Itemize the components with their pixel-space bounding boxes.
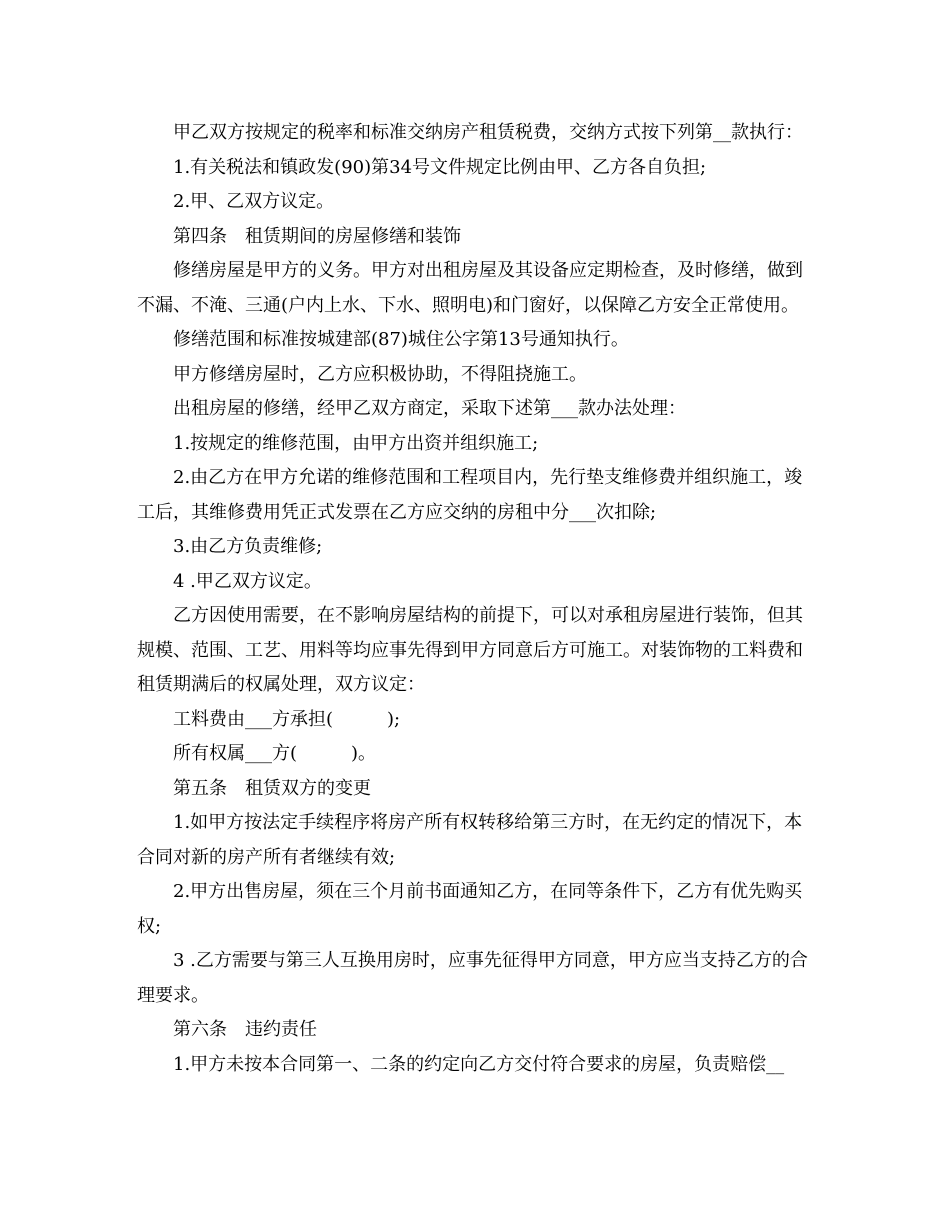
paragraph-repair-duty: 修缮房屋是甲方的义务。甲方对出租房屋及其设备应定期检查，及时修缮，做到不漏、不淹、三通(户内上水、下水、照明电)和门窗好，以保障乙方安全正常使用。 <box>137 260 803 316</box>
list-item-repair-option-4: 4 .甲乙双方议定。 <box>173 570 322 592</box>
article-4-heading: 第四条 租赁期间的房屋修缮和装饰 <box>173 225 461 247</box>
paragraph-decoration: 乙方因使用需要，在不影响房屋结构的前提下，可以对承租房屋进行装饰，但其规模、范围、工艺、用料等均应事先得到甲方同意后方可施工。对装饰物的工料费和租赁期满后的权属处理，双方议定： <box>137 605 803 695</box>
list-item-repair-option-3: 3.由乙方负责维修; <box>173 536 323 557</box>
list-item-change-1: 1.如甲方按法定手续程序将房产所有权转移给第三方时，在无约定的情况下，本合同对新的房产所有者继续有效; <box>137 812 803 868</box>
paragraph-tax-payment: 甲乙双方按规定的税率和标准交纳房产租赁税费，交纳方式按下列第__款执行： <box>173 122 803 143</box>
article-6-heading: 第六条 违约责任 <box>173 1019 317 1040</box>
list-item-tax-option-1: 1.有关税法和镇政发(90)第34号文件规定比例由甲、乙方各自负担; <box>173 156 707 178</box>
list-item-liability-1: 1.甲方未按本合同第一、二条的约定向乙方交付符合要求的房屋，负责赔偿__ <box>173 1053 785 1075</box>
list-item-repair-option-1: 1.按规定的维修范围，由甲方出资并组织施工; <box>173 432 539 454</box>
paragraph-material-cost: 工料费由___方承担( ); <box>173 708 401 730</box>
paragraph-ownership: 所有权属___方( )。 <box>173 743 377 764</box>
paragraph-repair-scope: 修缮范围和标准按城建部(87)城住公字第13号通知执行。 <box>173 329 629 350</box>
list-item-change-2: 2.甲方出售房屋，须在三个月前书面通知乙方，在同等条件下，乙方有优先购买权; <box>137 881 803 937</box>
paragraph-repair-method: 出租房屋的修缮，经甲乙双方商定，采取下述第___款办法处理： <box>173 398 686 419</box>
list-item-tax-option-2: 2.甲、乙双方议定。 <box>173 191 335 212</box>
article-5-heading: 第五条 租赁双方的变更 <box>173 777 371 799</box>
paragraph-repair-cooperation: 甲方修缮房屋时，乙方应积极协助，不得阻挠施工。 <box>173 363 587 385</box>
list-item-change-3: 3 .乙方需要与第三人互换用房时，应事先征得甲方同意，甲方应当支持乙方的合理要求。 <box>137 950 808 1006</box>
list-item-repair-option-2: 2.由乙方在甲方允诺的维修范围和工程项目内，先行垫支维修费并组织施工，竣工后，其维修费用凭正式发票在乙方应交纳的房租中分___次扣除; <box>137 467 803 523</box>
